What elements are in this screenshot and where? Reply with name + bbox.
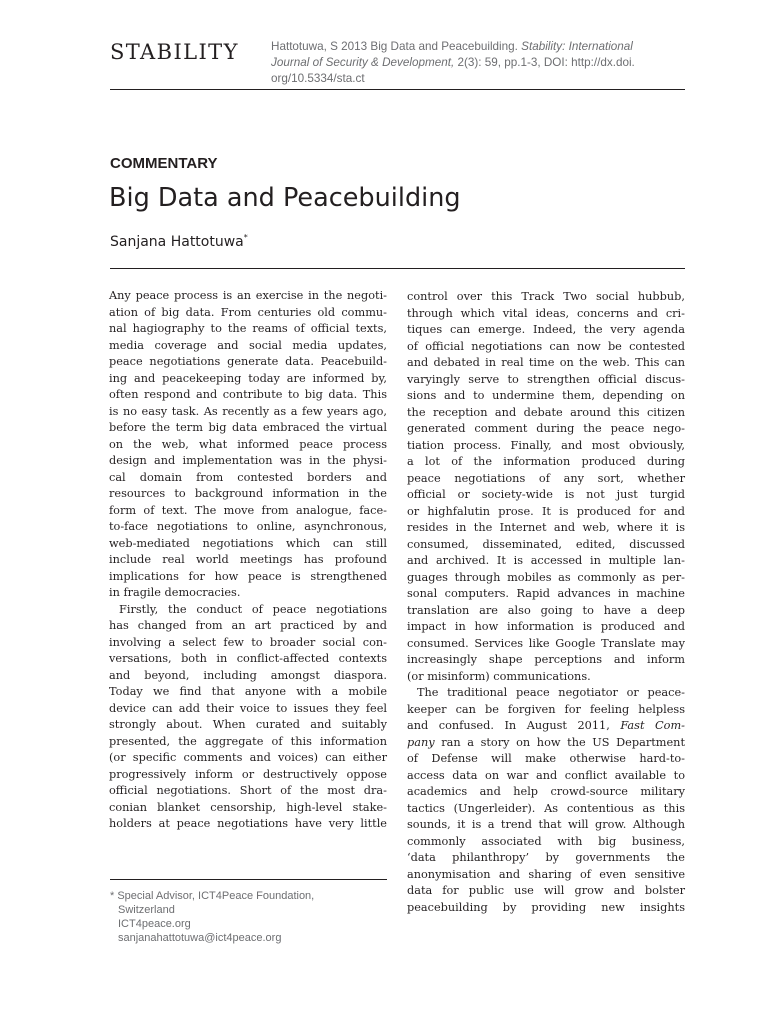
footnote-rule [110, 879, 387, 880]
body-line: involving a select few to broader social con- [109, 635, 387, 649]
citation-volume-doi: 2(3): 59, pp.1-3, DOI: http://dx.doi. [454, 56, 635, 69]
body-line: in fragile democracies. [109, 586, 241, 599]
body-line: ation of big data. From centuries old commu- [109, 305, 387, 319]
body-line: media coverage and social media updates, [109, 338, 387, 352]
body-line: guages through mobiles as commonly as per- [407, 570, 685, 584]
body-line: of Defense will make otherwise hard-to- [407, 752, 685, 765]
body-line: nal hagiography to the reams of official texts, [109, 322, 387, 335]
body-line: is no easy task. As recently as a few years ago, [109, 404, 387, 418]
body-line: has changed from an art practiced by and [109, 619, 387, 632]
body-line: sions and to undermine them, depending on [407, 389, 685, 402]
body-line: resources to background information in the [109, 487, 387, 500]
body-line: conian blanket censorship, high-level stake- [109, 800, 387, 814]
body-line: peace negotiations generate data. Peacebuild- [109, 355, 387, 368]
body-line: peacebuilding by providing new insights [407, 900, 685, 914]
body-line: holders at peace negotiations have very little [109, 817, 387, 830]
body-line: varyingly serve to strengthen official discus- [407, 372, 685, 386]
body-line: sonal computers. Rapid advances in machine [407, 587, 685, 600]
body-line: before the term big data embraced the virtual [109, 421, 387, 434]
body-line: generated comment during the peace nego- [407, 422, 685, 435]
body-line: keeper can be forgiven for feeling helpless [407, 702, 685, 716]
body-line: anonymisation and sharing of even sensitive [407, 867, 685, 881]
body-line: (or specific comments and voices) can either [109, 751, 387, 764]
body-line: a lot of the information produced during [407, 455, 685, 468]
body-line: cal domain from contested borders and [109, 470, 387, 484]
citation-line-1 [271, 39, 691, 55]
body-line: design and implementation was in the physi- [109, 454, 387, 467]
body-line: versations, both in conflict-affected contexts [109, 652, 387, 665]
body-line: data for public use will grow and bolster [407, 884, 685, 897]
body-line: often respond and contribute to big data. This [109, 388, 387, 401]
body-line: tactics (Ungerleider). As contentious as this [407, 801, 685, 815]
citation [271, 39, 691, 87]
citation-line-2 [271, 55, 691, 71]
article-kicker: COMMENTARY [110, 155, 218, 172]
body-line: ‘data philanthropy’ by governments the [407, 851, 685, 864]
body-line: translation are also going to have a deep [407, 603, 685, 617]
body-line: Firstly, the conduct of peace negotiations [119, 602, 387, 616]
body-line: peace negotiations of any sort, whether [407, 471, 685, 485]
body-line: and confused. In August 2011, Fast Com- [407, 719, 685, 732]
body-line: sounds, it is a trend that will grow. Although [407, 818, 685, 831]
body-line: presented, the aggregate of this information [109, 734, 387, 748]
body-line: implications for how peace is strengthened [109, 569, 387, 583]
body-line: of official negotiations can now be contested [407, 339, 685, 353]
body-line: or highfalutin prose. It is produced for and [407, 504, 685, 518]
journal-logo: STABILITY [110, 40, 239, 64]
body-line: ing and peacekeeping today are informed by, [109, 371, 387, 385]
body-line: commonly associated with big business, [407, 834, 685, 848]
body-column-left [109, 288, 387, 833]
body-line: academics and help crowd-source military [407, 785, 685, 798]
body-line: increasingly shape perceptions and inform [407, 653, 685, 666]
body-line: include real world meetings has profound [109, 553, 387, 566]
body-line: consumed. Services like Google Translate may [407, 636, 685, 650]
body-line: consumed, disseminated, edited, discussed [407, 537, 685, 551]
header-rule [110, 89, 685, 90]
body-line: web-mediated negotiations which can still [109, 536, 387, 550]
body-column-right [407, 289, 685, 916]
title-rule [110, 268, 685, 269]
body-line: official negotiations. Short of the most dra- [109, 784, 387, 797]
body-line: (or misinform) communications. [407, 669, 591, 683]
article-author [110, 233, 248, 250]
body-line: and beyond, including amongst diaspora. [109, 668, 387, 682]
body-line: the reception and debate around this citizen [407, 405, 685, 419]
citation-authors-title: Hattotuwa, S 2013 Big Data and Peacebuilding. [271, 40, 522, 53]
body-line: Today we find that anyone with a mobile [109, 685, 387, 698]
body-line: official or society-wide is not just turgid [407, 488, 685, 501]
body-line: and archived. It is accessed in multiple lan- [407, 554, 685, 567]
author-name: Sanjana Hattotuwa [110, 234, 244, 250]
footnote-line: * Special Advisor, ICT4Peace Foundation, [110, 890, 315, 902]
body-line: control over this Track Two social hubbub, [407, 290, 685, 303]
body-line: impact in how information is produced and [407, 620, 685, 633]
footnote-line: ICT4peace.org [118, 918, 191, 930]
body-line: tiation process. Finally, and most obviously, [407, 438, 685, 452]
body-line: pany ran a story on how the US Department [407, 735, 685, 749]
author-footnote-mark: * [243, 233, 248, 242]
citation-line-3: org/10.5334/sta.ct [271, 72, 365, 85]
footnote-line: Switzerland [118, 904, 175, 916]
body-line: and debated in real time on the web. This can [407, 356, 685, 369]
body-line: Any peace process is an exercise in the negoti- [109, 289, 387, 302]
body-line: resides in the Internet and web, where it is [407, 521, 685, 534]
body-line: on the web, what informed peace process [109, 437, 387, 451]
citation-journal-cont: Journal of Security & Development, [271, 56, 455, 69]
body-line: device can add their voice to issues they feel [109, 701, 387, 715]
body-line: through which vital ideas, concerns and cri- [407, 306, 685, 320]
footnote-line: sanjanahattotuwa@ict4peace.org [118, 932, 282, 944]
body-line: access data on war and conflict available to [407, 768, 685, 782]
body-line: to-face negotiations to online, asynchronous, [109, 520, 387, 533]
body-line: tiques can emerge. Indeed, the very agenda [407, 323, 685, 336]
body-line: progressively inform or destructively oppose [109, 767, 387, 781]
body-line: The traditional peace negotiator or peace- [417, 686, 685, 699]
citation-journal: Stability: International [521, 40, 633, 53]
body-line: form of text. The move from analogue, face- [109, 503, 387, 517]
body-line: strongly about. When curated and suitably [109, 718, 387, 731]
footnote [110, 889, 390, 945]
article-title: Big Data and Peacebuilding [109, 183, 461, 213]
